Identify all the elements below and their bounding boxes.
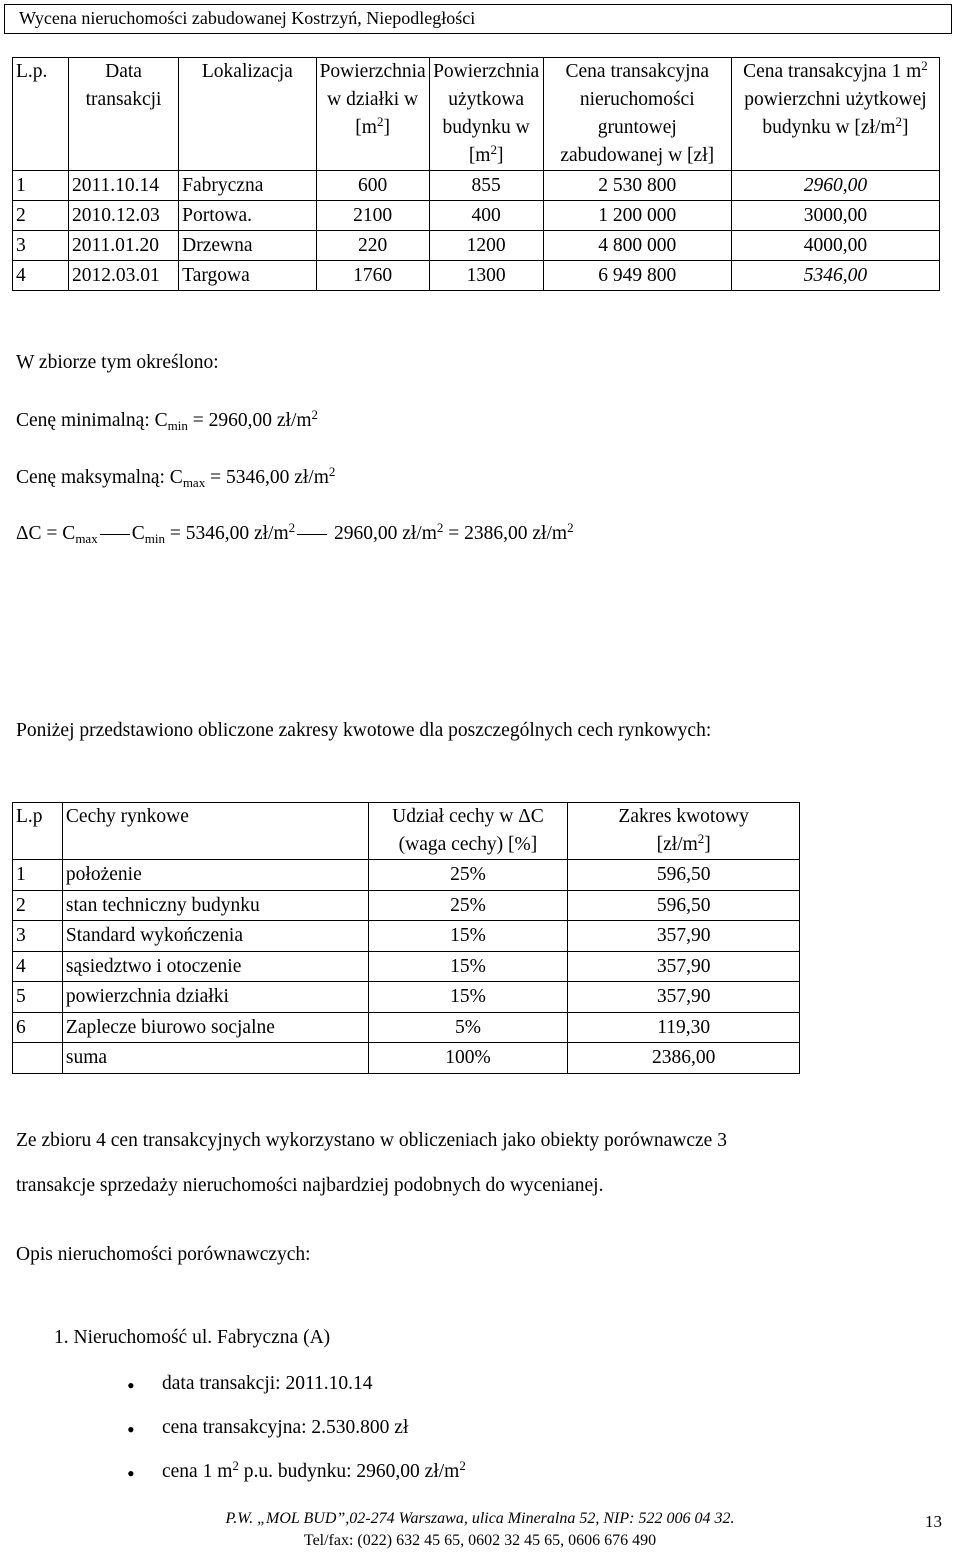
max-price-line: Cenę maksymalną: $C_{max} = 5346,00$ $zł/m^2$ — [16, 464, 336, 490]
cell-plot: 220 — [316, 231, 429, 261]
cell-plot: 600 — [316, 171, 429, 201]
table-row — [13, 231, 940, 261]
cell-usable: 855 — [429, 171, 543, 201]
cell-usable: 1300 — [429, 261, 543, 291]
cell-unit-price: 4000,00 — [731, 231, 939, 261]
cell-location: Fabryczna — [179, 171, 316, 201]
cell-price: 6 949 800 — [543, 261, 731, 291]
cell-range: 2386,00 — [568, 1043, 800, 1074]
table-row — [13, 171, 940, 201]
table-row — [13, 890, 800, 921]
table-row — [13, 201, 940, 231]
cell-unit-price: 3000,00 — [731, 201, 939, 231]
cell-date: 2011.10.14 — [68, 171, 178, 201]
col-header-unit-price: Cena transakcyjna 1 $m^2$ powierzchni użytkowej budynku w $[zł/m^2]$ — [731, 58, 939, 171]
cell-unit-price: 5346,00 — [731, 261, 939, 291]
col-header-share: Udział cechy w ΔC (waga cechy) [%] — [368, 803, 568, 860]
cell-lp — [13, 1043, 63, 1074]
min-price-line: Cenę minimalną: $C_{min} = 2960,00$ $zł/m^2$ — [16, 407, 319, 433]
cell-lp: 4 — [13, 951, 63, 982]
table-row — [13, 1012, 800, 1043]
cell-date: 2011.01.20 — [68, 231, 178, 261]
cell-range: 357,90 — [568, 921, 800, 952]
cell-lp: 6 — [13, 1012, 63, 1043]
cell-share: 5% — [368, 1012, 568, 1043]
cell-feature: powierzchnia działki — [62, 982, 368, 1013]
cell-price: 2 530 800 — [543, 171, 731, 201]
cell-range: 596,50 — [568, 860, 800, 891]
col-header-price: Cena transakcyjna nieruchomości gruntowej zabudowanej w [zł] — [543, 58, 731, 171]
cell-range: 596,50 — [568, 890, 800, 921]
cell-unit-price: 2960,00 — [731, 171, 939, 201]
cell-plot: 1760 — [316, 261, 429, 291]
cell-plot: 2100 — [316, 201, 429, 231]
calc-intro: W zbiorze tym określono: — [16, 352, 219, 373]
col-header-lp: L.p — [13, 803, 63, 860]
minus-line — [100, 534, 130, 535]
paragraph-line-1: Ze zbioru 4 cen transakcyjnych wykorzystano w obliczeniach jako obiekty porównawcze 3 — [16, 1130, 727, 1151]
cell-usable: 400 — [429, 201, 543, 231]
cell-feature: suma — [62, 1043, 368, 1074]
cell-lp: 2 — [13, 890, 63, 921]
cell-range: 357,90 — [568, 951, 800, 982]
bullet-date: • data transakcji: 2011.10.14 — [162, 1373, 372, 1395]
transactions-table — [12, 57, 940, 291]
cell-feature: położenie — [62, 860, 368, 891]
cell-feature: sąsiedztwo i otoczenie — [62, 951, 368, 982]
delta-line: $\Delta C = C_{max}$ $C_{min} = 5346,00$ $zł/m^2$ 2960,00 $zł/m^2 = 2386,00$ $zł/m^2$ — [16, 520, 574, 546]
bullet-unit-price: • cena 1 $m^2$ p.u. budynku: 2960,00 $zł/m^2$ — [162, 1461, 466, 1483]
cell-feature: stan techniczny budynku — [62, 890, 368, 921]
footer-company: P.W. „MOL BUD”,02-274 Warszawa, ulica Mineralna 52, NIP: 522 006 04 32. — [225, 1510, 735, 1527]
cell-lp: 1 — [13, 171, 69, 201]
table-row — [13, 921, 800, 952]
ranges-intro: Poniżej przedstawiono obliczone zakresy kwotowe dla poszczególnych cech rynkowych: — [16, 720, 712, 741]
cell-share: 15% — [368, 921, 568, 952]
table-row — [13, 951, 800, 982]
features-table — [12, 802, 800, 1074]
cell-lp: 5 — [13, 982, 63, 1013]
comparable-item-1: 1. Nieruchomość ul. Fabryczna (A) — [54, 1327, 331, 1348]
col-header-range: Zakres kwotowy $[zł/m^2]$ — [568, 803, 800, 860]
table-row — [13, 982, 800, 1013]
table-row — [13, 860, 800, 891]
table-header-row — [13, 803, 800, 860]
cell-feature: Zaplecze biurowo socjalne — [62, 1012, 368, 1043]
document-header — [4, 4, 952, 34]
col-header-usable-area: Powierzchnia użytkowa budynku w $[m^2]$ — [429, 58, 543, 171]
header-title: Wycena nieruchomości zabudowanej Kostrzyń, Niepodległości — [19, 8, 476, 28]
cell-date: 2012.03.01 — [68, 261, 178, 291]
footer-contact: Tel/fax: (022) 632 45 65, 0602 32 45 65, 0606 676 490 — [303, 1532, 657, 1549]
page-number: 13 — [925, 1512, 942, 1531]
table-row — [13, 261, 940, 291]
cell-share: 15% — [368, 951, 568, 982]
cell-feature: Standard wykończenia — [62, 921, 368, 952]
paragraph-line-2: transakcje sprzedaży nieruchomości najbardziej podobnych do wycenianej. — [16, 1175, 604, 1196]
cell-range: 357,90 — [568, 982, 800, 1013]
cell-usable: 1200 — [429, 231, 543, 261]
minus-line — [297, 534, 327, 535]
cell-price: 1 200 000 — [543, 201, 731, 231]
cell-lp: 3 — [13, 231, 69, 261]
cell-lp: 3 — [13, 921, 63, 952]
cell-share: 25% — [368, 860, 568, 891]
table-header-row — [13, 58, 940, 171]
cell-lp: 4 — [13, 261, 69, 291]
comparables-heading: Opis nieruchomości porównawczych: — [16, 1244, 311, 1265]
col-header-location: Lokalizacja — [179, 58, 316, 171]
cell-date: 2010.12.03 — [68, 201, 178, 231]
cell-range: 119,30 — [568, 1012, 800, 1043]
cell-lp: 2 — [13, 201, 69, 231]
table-sum-row — [13, 1043, 800, 1074]
col-header-date: Data transakcji — [68, 58, 178, 171]
cell-share: 15% — [368, 982, 568, 1013]
cell-share: 25% — [368, 890, 568, 921]
cell-location: Drzewna — [179, 231, 316, 261]
cell-lp: 1 — [13, 860, 63, 891]
cell-price: 4 800 000 — [543, 231, 731, 261]
col-header-lp: L.p. — [13, 58, 69, 171]
col-header-plot-area: Powierzchnia w działki w $[m^2]$ — [316, 58, 429, 171]
cell-location: Portowa. — [179, 201, 316, 231]
bullet-price: • cena transakcyjna: 2.530.800 zł — [162, 1417, 408, 1439]
cell-share: 100% — [368, 1043, 568, 1074]
cell-location: Targowa — [179, 261, 316, 291]
col-header-feature: Cechy rynkowe — [62, 803, 368, 860]
